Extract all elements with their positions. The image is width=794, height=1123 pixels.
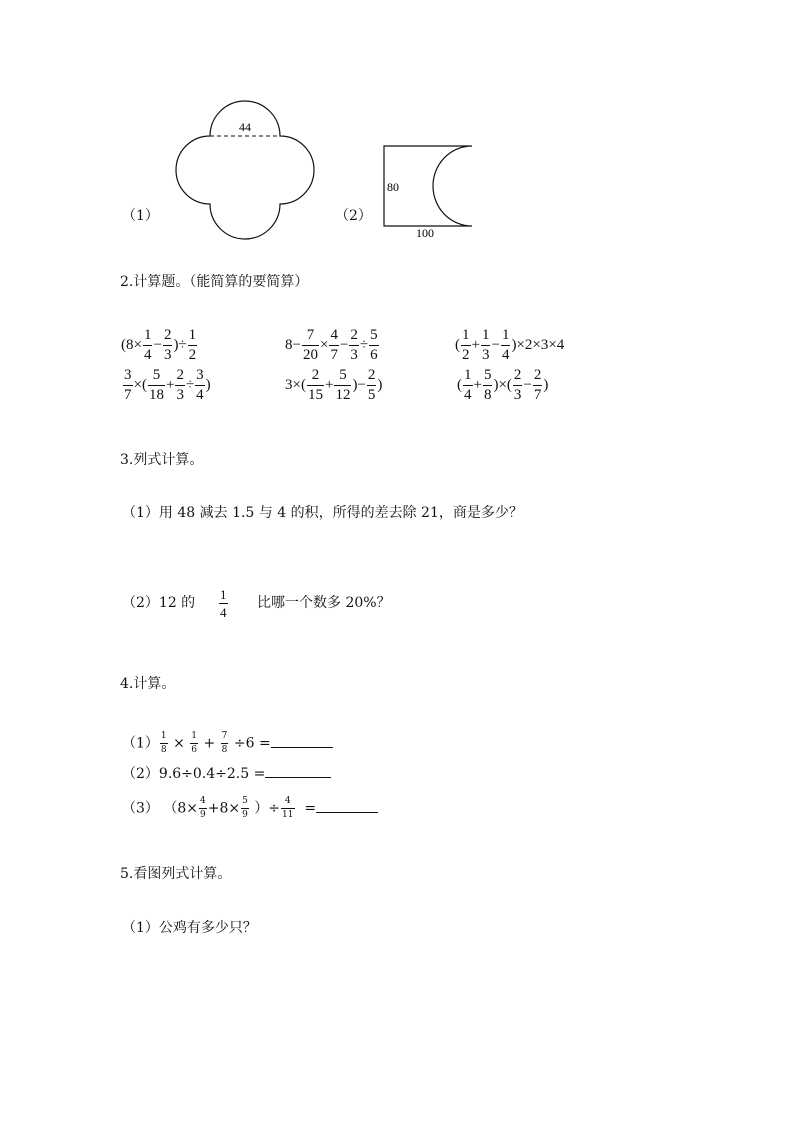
q2-expr-3: ( $\frac{1}{2}$ + $\frac{1}{3}$ − $\frac{1}{4}$ )×2×3×4 xyxy=(455,327,565,363)
q3-problem-2-suffix: 比哪一个数多 20%？ xyxy=(257,595,391,611)
q3-problem-1: （1）用 48 减去 1.5 与 4 的积，所得的差去除 21，商是多少？ xyxy=(122,505,523,521)
answer-blank-2[interactable] xyxy=(265,777,331,778)
q2-expr-4: $\frac{3}{7}$ ×( $\frac{5}{18}$ + $\frac{2}{3}$ ÷ $\frac{3}{4}$ ) xyxy=(124,367,211,403)
answer-blank-1[interactable] xyxy=(271,747,333,748)
flower-figure xyxy=(170,98,320,244)
q3-problem-2-fraction: $\frac{1}{4}$ xyxy=(220,587,227,620)
q4-heading: 4.计算。 xyxy=(120,676,176,692)
figure-1-label: （1） xyxy=(122,208,159,224)
q5-heading: 5.看图列式计算。 xyxy=(120,866,232,882)
rect-width-label: 100 xyxy=(416,226,434,240)
q2-expr-2: 8− $\frac{7}{20}$ × $\frac{4}{7}$ − $\frac{2}{3}$ ÷ $\frac{5}{6}$ xyxy=(285,327,378,363)
q2-expr-5: 3×( $\frac{2}{15}$ + $\frac{5}{12}$ )− $\frac{2}{5}$ ) xyxy=(285,367,383,403)
q2-expr-6: ( $\frac{1}{4}$ + $\frac{5}{8}$ )×( $\frac{2}{3}$ − $\frac{2}{7}$ ) xyxy=(457,367,549,403)
q3-problem-2-prefix: （2）12 的 xyxy=(122,595,196,611)
q5-problem-1: （1）公鸡有多少只？ xyxy=(122,920,257,936)
figure-2-label: （2） xyxy=(335,208,372,224)
q2-heading: 2.计算题。（能简算的要简算） xyxy=(120,274,309,290)
answer-blank-3[interactable] xyxy=(316,812,378,813)
q2-expr-1: (8× $\frac{1}{4}$ − $\frac{2}{3}$ )÷ $\frac{1}{2}$ xyxy=(121,327,197,363)
flower-diameter-label: 44 xyxy=(239,120,251,134)
q4-line-1: （1） $\frac{1}{8}$ × $\frac{1}{6}$ + $\frac{7}{8}$ ÷6 = xyxy=(122,732,333,755)
rect-height-label: 80 xyxy=(387,180,399,194)
q3-heading: 3.列式计算。 xyxy=(120,452,204,468)
cutout-rectangle-figure xyxy=(376,140,486,242)
q4-line-3: （3） （8× $\frac{4}{9}$ +8× $\frac{5}{9}$ ）÷ $\frac{4}{11}$ = xyxy=(122,797,378,820)
q4-line-2: （2）9.6÷0.4÷2.5 = xyxy=(122,766,331,782)
